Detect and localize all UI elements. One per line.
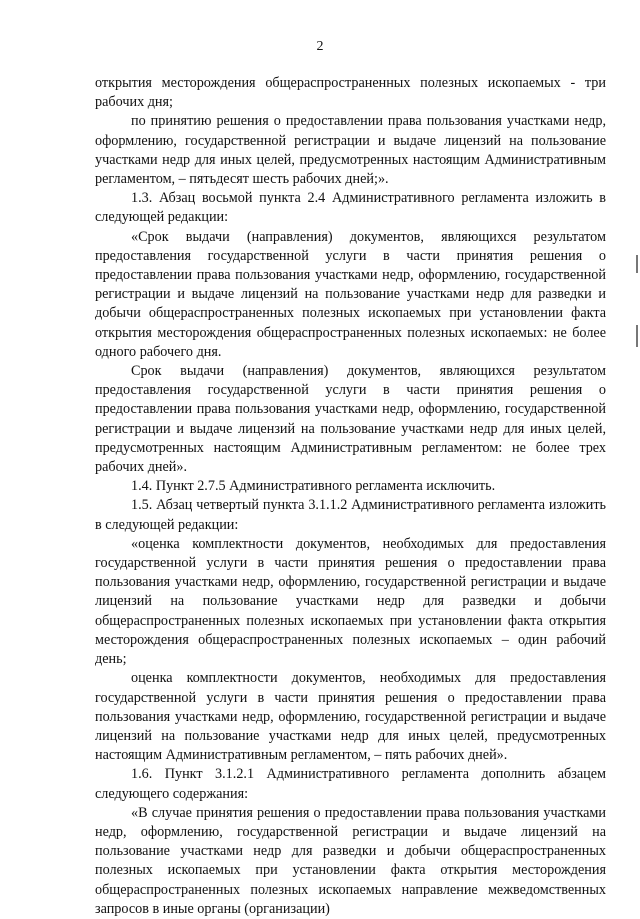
paragraph-item-1-6: 1.6. Пункт 3.1.2.1 Административного регламента дополнить абзацем следующего содержания: bbox=[95, 766, 606, 802]
page-number: 2 bbox=[316, 39, 324, 54]
paragraph-licensing-other-purposes: по принятию решения о предоставлении права пользования участками недр, оформлению, государственной регистрации и выдаче лицензий на пользование участками недр для иных целей, предусмотренных настоящим Административным регламентом, – пятьдесят шесть рабочих дней;». bbox=[95, 113, 606, 188]
paragraph-completeness-other: оценка комплектности документов, необходимых для предоставления государственной услуги в части принятия решения о предоставлении права пользования участками недр, оформлению, государственной регистрации и выдаче лицензий на пользование участками недр для иных целей, предусмотренных настоящим Административным регламентом, – пять рабочих дней». bbox=[95, 670, 606, 764]
paragraph-item-1-3: 1.3. Абзац восьмой пункта 2.4 Административного регламента изложить в следующей редакции: bbox=[95, 190, 606, 226]
paragraph-item-1-4: 1.4. Пункт 2.7.5 Административного регламента исключить. bbox=[131, 478, 496, 495]
paragraph-completeness-exploration: «оценка комплектности документов, необходимых для предоставления государственной услуги в части принятия решения о предоставлении права пользования участками недр, оформлению, государственной регистрации и выдаче лицензий на пользование участками недр для разведки и добычи общераспространенных полезных ископаемых при установлении факта открытия месторождения общераспространенных полезных ископаемых – один рабочий день; bbox=[95, 535, 606, 668]
paragraph-issue-term-other: Срок выдачи (направления) документов, являющихся результатом предоставления государственной услуги в части принятия решения о предоставлении права пользования участками недр, оформлению, государственной регистрации и выдаче лицензий на пользование участками недр для иных целей, предусмотренных настоящим Административным регламентом: не более трех рабочих дней». bbox=[95, 363, 606, 476]
scan-edge-mark bbox=[636, 255, 638, 273]
scan-edge-mark bbox=[636, 325, 638, 347]
document-body bbox=[95, 74, 606, 919]
paragraph-continuation: открытия месторождения общераспространенных полезных ископаемых - три рабочих дня; bbox=[95, 75, 606, 111]
paragraph-item-1-5: 1.5. Абзац четвертый пункта 3.1.1.2 Административного регламента изложить в следующей редакции: bbox=[95, 497, 606, 533]
paragraph-issue-term-exploration: «Срок выдачи (направления) документов, являющихся результатом предоставления государственной услуги в части принятия решения о предоставлении права пользования участками недр, оформлению, государственной регистрации и выдаче лицензий на пользование участками недр для разведки и добычи общераспространенных полезных ископаемых при установлении факта открытия месторождения общераспространенных полезных ископаемых: не более одного рабочего дня. bbox=[95, 228, 606, 360]
paragraph-interagency-requests: «В случае принятия решения о предоставлении права пользования участками недр, оформлению, государственной регистрации и выдаче лицензий на пользование участками недр для разведки и добычи общераспространенных полезных ископаемых при установлении факта открытия месторождения общераспространенных полезных ископаемых направление межведомственных запросов в иные органы (организации) bbox=[95, 804, 606, 917]
